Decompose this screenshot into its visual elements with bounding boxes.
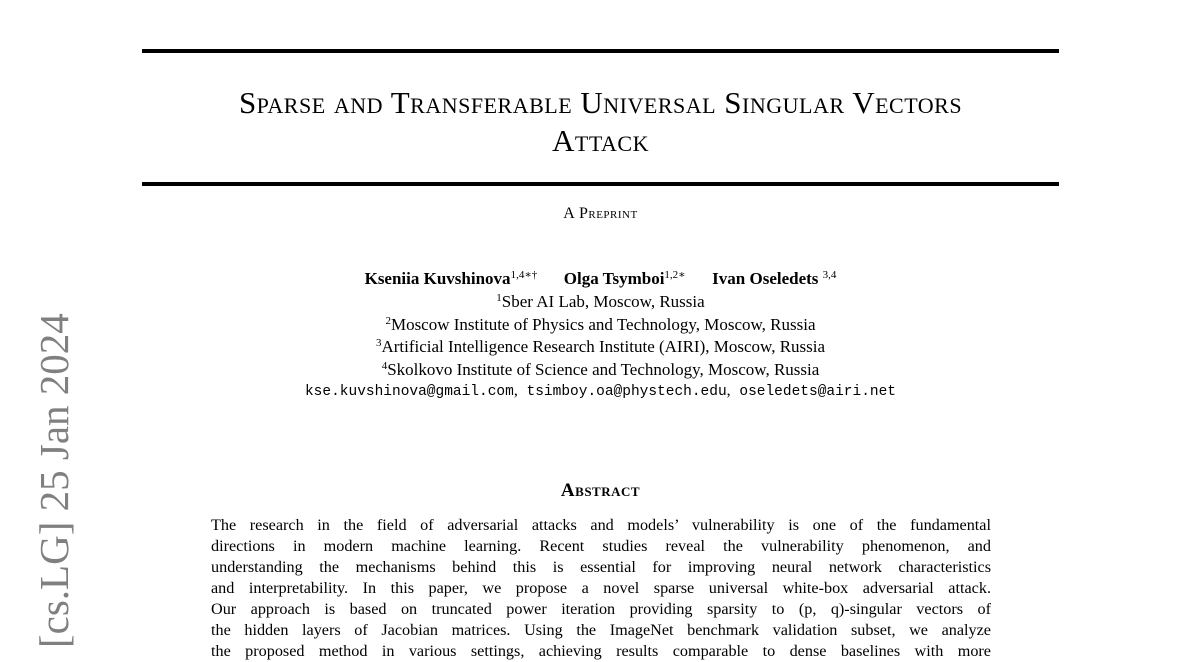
affiliation-list xyxy=(142,291,1059,381)
author-marks: 3,4 xyxy=(822,269,837,281)
bottom-rule xyxy=(142,182,1059,186)
affiliation-item: $^2$Moscow Institute of Physics and Technology, Moscow, Russia xyxy=(385,314,816,334)
title-line-1: Sparse and Transferable Universal Singular Vectors xyxy=(238,85,963,120)
email-list: kse.kuvshinova@gmail.com, tsimboy.oa@phystech.edu, oseledets@airi.net xyxy=(304,382,897,400)
email-link[interactable]: oseledets@airi.net xyxy=(739,384,897,400)
affiliation-item: $^1$Sber AI Lab, Moscow, Russia xyxy=(496,292,705,311)
affiliation-item: $^4$Skolkovo Institute of Science and Technology, Moscow, Russia xyxy=(381,359,820,379)
abstract-line: the proposed method in various settings, achieving results comparable to dense baselines with more xyxy=(211,642,991,660)
abstract-line: the hidden layers of Jacobian matrices. Using the ImageNet benchmark validation subset, we analyze xyxy=(211,621,991,639)
abstract-heading: Abstract xyxy=(560,480,641,501)
arxiv-stamp xyxy=(18,313,78,648)
author-name: Kseniia Kuvshinova xyxy=(364,269,511,288)
author-name: Ivan Oseledets xyxy=(712,269,819,288)
author-list xyxy=(142,268,1059,290)
abstract-line: The research in the field of adversarial attacks and models’ vulnerability is one of the fundamental xyxy=(211,516,991,534)
paper-title xyxy=(142,84,1059,160)
author-name: Olga Tsymboi xyxy=(563,269,665,288)
abstract-line: understanding the mechanisms behind this is essential for improving neural network characteristics xyxy=(211,558,991,576)
abstract-body xyxy=(211,515,991,660)
affiliation-item: $^3$Artificial Intelligence Research Institute (AIRI), Moscow, Russia xyxy=(375,337,826,356)
email-link[interactable]: kse.kuvshinova@gmail.com xyxy=(304,384,514,400)
author-marks: 1,2∗ xyxy=(664,269,686,281)
abstract-line: and interpretability. In this paper, we propose a novel sparse universal white-box adversarial attack. xyxy=(211,579,991,597)
author-marks: 1,4∗† xyxy=(510,269,538,281)
title-line-2: Attack xyxy=(552,123,649,158)
preprint-label: A Preprint xyxy=(563,205,638,222)
abstract-line: directions in modern machine learning. Recent studies reveal the vulnerability phenomenon, and xyxy=(211,537,991,555)
arxiv-stamp-text: [cs.LG] 25 Jan 2024 xyxy=(31,313,77,648)
top-rule xyxy=(142,49,1059,53)
email-link[interactable]: tsimboy.oa@phystech.edu xyxy=(526,384,727,400)
abstract-line: Our approach is based on truncated power iteration providing sparsity to (p, q)-singular vectors of xyxy=(211,600,991,618)
